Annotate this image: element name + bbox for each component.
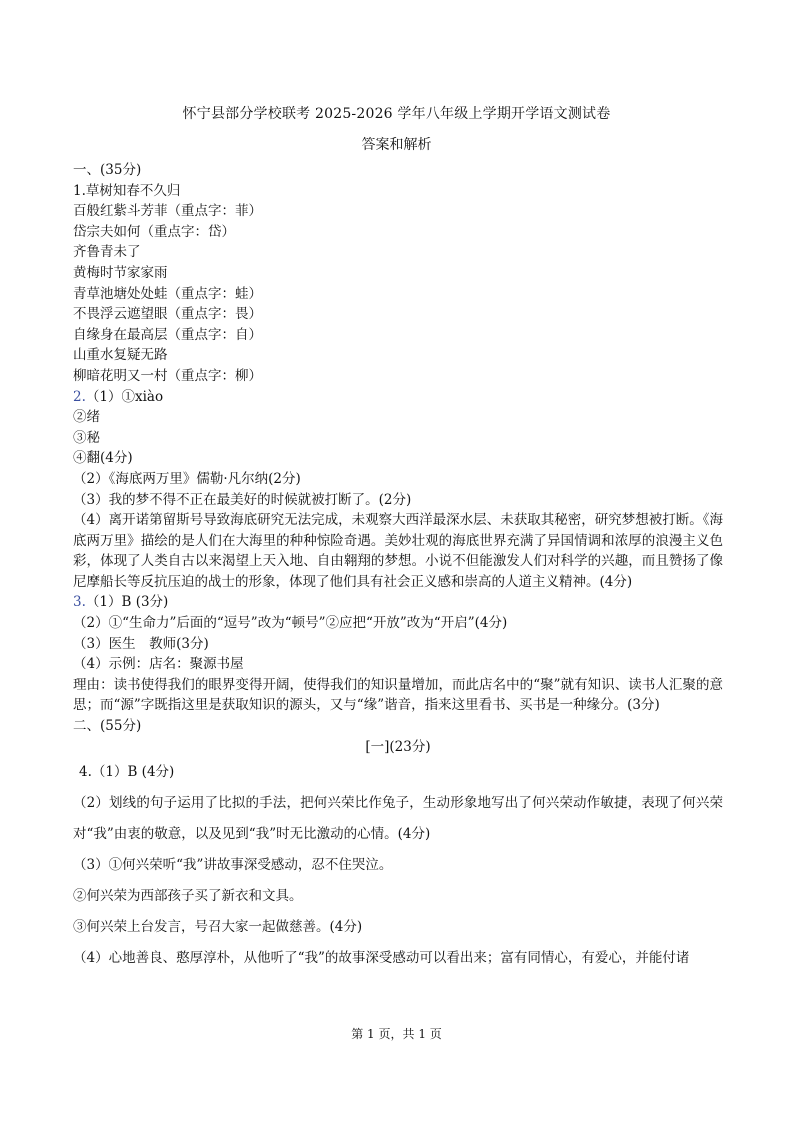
q3-answer-5: 理由：读书使得我们的眼界变得开阔，使得我们的知识量增加，而此店名中的“聚”就有知识、读书人汇聚的意思；而“源”字既指这里是获取知识的源头，又与“缘”谐音，指来这里看书、买书是一种缘分。(3分): [73, 676, 723, 714]
q4-line: ③何兴荣上台发言，号召大家一起做慈善。(4分): [73, 919, 363, 936]
q4-line: （4）心地善良、憨厚淳朴，从他听了“我”的故事深受感动可以看出来；富有同情心，有爱心，并能付诸: [73, 950, 690, 967]
page-footer: 第 1 页，共 1 页: [351, 1027, 442, 1041]
q3-answer-3: （3）医生 教师(3分): [73, 635, 209, 652]
q2-answer-4: （4）离开诺第留斯号导致海底研究无法完成，未观察大西洋最深水层、未获取其秘密，研究梦想被打断。《海底两万里》描绘的是人们在大海里的种种惊险奇遇。美妙壮观的海底世界充满了异国情调和浓厚的浪漫主义色彩，体现了人类自古以来渴望上天入地、自由翱翔的梦想。小说不但能激发人们对科学的兴趣，而且赞扬了像尼摩船长等反抗压迫的战士的形象，体现了他们具有社会正义感和崇高的人道主义精神。(4分): [73, 512, 723, 590]
q2-answer-1: （1）①xiào: [85, 388, 164, 405]
q2-first-line: [73, 387, 723, 408]
q3-first-line: [73, 592, 723, 613]
page-subtitle: 答案和解析: [361, 137, 432, 153]
q1-line: 百般红紫斗芳菲（重点字：菲）: [73, 203, 262, 220]
q1-line: 1.草树知春不久归: [73, 182, 181, 199]
q1-line: 齐鲁青未了: [73, 244, 141, 261]
q1-line: 青草池塘处处蛙（重点字：蛙）: [73, 285, 262, 302]
q1-line: 不畏浮云遮望眼（重点字：畏）: [73, 306, 262, 323]
q2-answer-2: （2）《海底两万里》儒勒·凡尔纳(2分): [73, 470, 301, 487]
q3-answer-4: （4）示例：店名：聚源书屋: [73, 656, 244, 673]
q2-line: ③秘: [73, 429, 100, 446]
section-2-answers: [73, 757, 723, 974]
q3-number: 3.: [73, 594, 86, 611]
q4-line: （3）①何兴荣听“我”讲故事深受感动，忍不住哭泣。: [73, 857, 393, 874]
q4-line: ②何兴荣为西部孩子买了新衣和文具。: [73, 888, 303, 905]
q2-line: ④翻(4分): [73, 450, 133, 467]
page-title: 怀宁县部分学校联考 2025-2026 学年八年级上学期开学语文测试卷: [182, 106, 611, 122]
q1-line: 黄梅时节家家雨: [73, 264, 168, 281]
section-1-heading: 一、(35分): [73, 162, 142, 178]
q1-line: 柳暗花明又一村（重点字：柳）: [73, 367, 262, 384]
q1-line: 山重水复疑无路: [73, 347, 168, 364]
q2-number: 2.: [73, 388, 86, 405]
q1-line: 自缘身在最高层（重点字：自）: [73, 326, 262, 343]
q4-line: （2）划线的句子运用了比拟的手法，把何兴荣比作兔子，生动形象地写出了何兴荣动作敏捷，表现了何兴荣对“我”由衷的敬意，以及见到“我”时无比激动的心情。(4分): [73, 795, 723, 843]
q3-answer-2: （2）①“生命力”后面的“逗号”改为“顿号”②应把“开放”改为“开启”(4分): [73, 615, 508, 632]
section-2-heading: 二、(55分): [73, 718, 142, 735]
answer-content: [73, 160, 723, 974]
q1-line: 岱宗夫如何（重点字：岱）: [73, 223, 235, 240]
section-2-subheading: [一](23分): [365, 738, 431, 755]
q4-line: 4.（1）B (4分): [79, 764, 175, 781]
q2-answer-3: （3）我的梦不得不正在最美好的时候就被打断了。(2分): [73, 491, 412, 508]
q3-answer-1: （1）B (3分): [85, 594, 169, 611]
q2-line: ②绪: [73, 409, 100, 426]
